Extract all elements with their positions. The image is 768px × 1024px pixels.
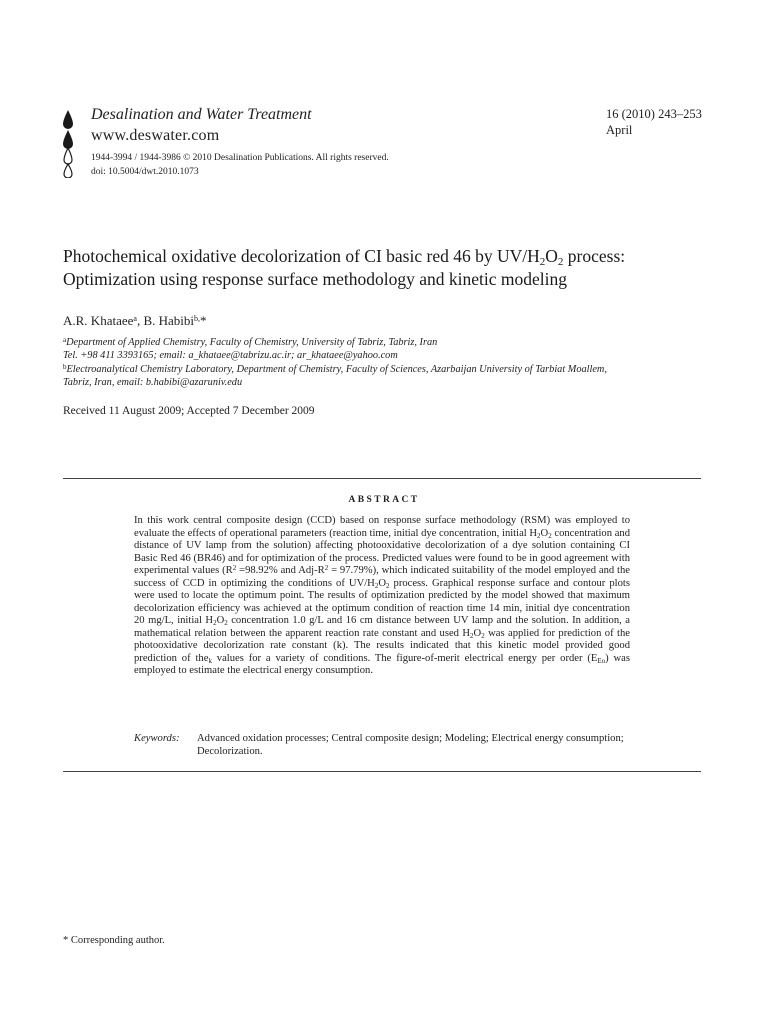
authors: A.R. Khataee$^a$, B. Habibi$^{b,}$* [63, 313, 207, 328]
affiliation-a-line-1: $^a$Department of Applied Chemistry, Faculty of Chemistry, University of Tabriz, Tabriz, Iran [63, 336, 438, 348]
corresponding-star: * [200, 313, 207, 328]
volume-pages: 16 (2010) 243–253 [606, 107, 702, 121]
abstract-body: In this work central composite design (CCD) based on response surface methodology (RSM) was employed to evaluate the effects of operational parameters (reaction time, initial dye concentration, initial $H_2O_2$ concentration and distance of UV lamp from the solution) affecting photooxidative decolorization of a dye solution containing CI Basic Red 46 (BR46) and for optimization of the process. Predicted values were found to be in good agreement with experimental values ($R^2 =98.92\%$ and Adj-$R^2 = 97.79\%$), which indicated suitability of the model employed and the success of CCD in optimizing the conditions of $UV/H_2O_2$ process. Graphical response surface and contour plots were used to locate the optimum point. The results of optimization predicted by the model showed that maximum decolorization efficiency was achieved at the optimum condition of reaction time 14 min, initial dye concentration 20 mg/L, initial $H_2O_2$ concentration 1.0 g/L and 16 cm distance between UV lamp and the solution. In addition, a mathematical relation between the apparent reaction rate constant and used $H_2O_2$ was applied for prediction of the photooxidative decolorization rate constant (k). The results indicated that this kinetic model provided good prediction of the$_k$ values for a variety of conditions. The figure-of-merit electrical energy per order $(E_{Eo})$ was employed to estimate the electrical energy consumption. [134, 515, 631, 676]
article-title [63, 245, 723, 291]
corresponding-author-footnote: * Corresponding author. [63, 935, 165, 946]
affiliation-a-line-2: Tel. +98 411 3393165; email: a_khataee@tabrizu.ac.ir; ar_khataee@yahoo.com [63, 350, 398, 362]
affiliations [63, 336, 723, 390]
affiliation-b-line-1: $^b$Electroanalytical Chemistry Laboratory, Department of Chemistry, Faculty of Sciences, Azarbaijan University of Tarbiat Moallem, [63, 362, 607, 375]
journal-name: Desalination and Water Treatment [91, 106, 312, 123]
journal-url[interactable]: www.deswater.com [91, 127, 220, 144]
keywords-label: Keywords: [134, 733, 180, 744]
issue-month: April [606, 123, 633, 137]
affiliation-b-line-2: Tabriz, Iran, email: b.habibi@azaruniv.edu [63, 377, 243, 389]
title-line-2: Optimization using response surface methodology and kinetic modeling [63, 269, 567, 289]
title-line-1: Photochemical oxidative decolorization of CI basic red 46 by $UV/H_2O_2$ process: [63, 246, 626, 268]
journal-logo-drops-icon [60, 108, 84, 178]
abstract-heading: ABSTRACT [348, 495, 420, 505]
received-accepted-dates: Received 11 August 2009; Accepted 7 December 2009 [63, 405, 315, 417]
divider-top [63, 478, 701, 479]
issn-copyright: 1944-3994 / 1944-3986 © 2010 Desalination Publications. All rights reserved. [91, 153, 389, 163]
doi[interactable]: doi: 10.5004/dwt.2010.1073 [91, 167, 199, 177]
keywords-text: Advanced oxidation processes; Central composite design; Modeling; Electrical energy consumption; Decolorization. [197, 733, 624, 757]
divider-bottom [63, 771, 701, 772]
